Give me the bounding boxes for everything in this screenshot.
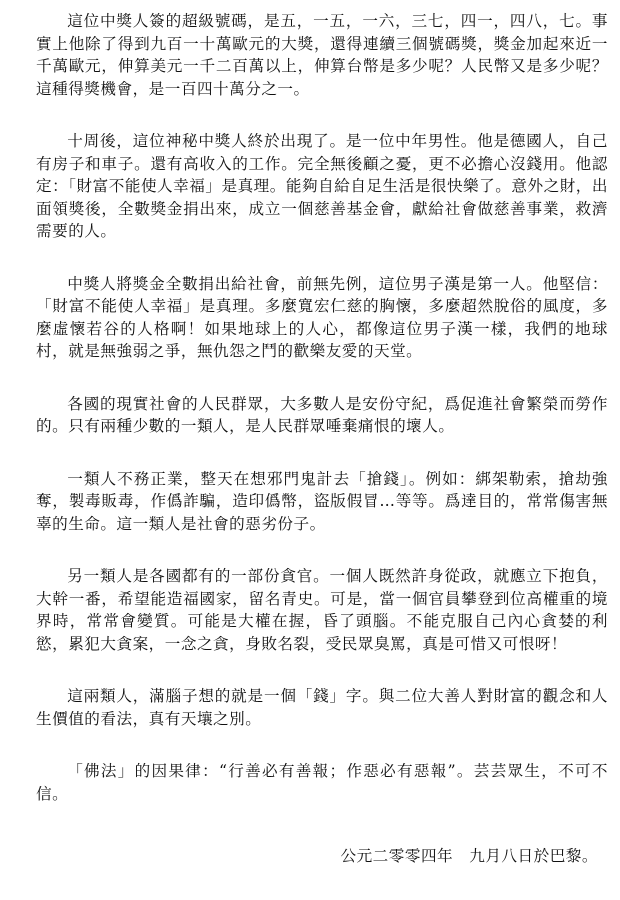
paragraph-4: 各國的現實社會的人民群眾，大多數人是安份守紀，爲促進社會繁榮而勞作的。只有兩種少數的一類人，是人民群眾唾棄痛恨的壞人。 bbox=[36, 394, 608, 435]
paragraph-1: 這位中獎人簽的超級號碼，是五，一五，一六，三七，四一，四八，七。事實上他除了得到九百一十萬歐元的大獎，還得連續三個號碼獎，獎金加起來近一千萬歐元，伸算美元一千二百萬以上，伸算台幣是多少呢？人民幣又是多少呢？這種得獎機會，是一百四十萬分之一。 bbox=[36, 12, 608, 98]
signature-date-line: 公元二零零四年 九月八日於巴黎。 bbox=[340, 847, 598, 865]
paragraph-5: 一類人不務正業，整天在想邪門鬼計去「搶錢」。例如：綁架勒索，搶劫強奪，製毒販毒，作僞詐騙，造印僞幣，盜版假冒…等等。爲達目的，常常傷害無辜的生命。這一類人是社會的惡劣份子。 bbox=[36, 469, 608, 533]
paragraph-7: 這兩類人，滿腦子想的就是一個「錢」字。與二位大善人對財富的觀念和人生價值的看法，真有天壤之別。 bbox=[36, 687, 608, 728]
paragraph-8: 「佛法」的因果律：“行善必有善報；作惡必有惡報”。芸芸眾生，不可不信。 bbox=[36, 762, 608, 803]
paragraph-3: 中獎人將獎金全數捐出給社會，前無先例，這位男子漢是第一人。他堅信：「財富不能使人幸福」是真理。多麼寬宏仁慈的胸懷，多麼超然脫俗的風度，多麼虛懷若谷的人格啊！如果地球上的人心，都像這位男子漢一樣，我們的地球村，就是無強弱之爭，無仇怨之鬥的歡樂友愛的天堂。 bbox=[36, 274, 608, 360]
document-body bbox=[36, 10, 608, 835]
paragraph-6: 另一類人是各國都有的一部份貪官。一個人既然許身從政，就應立下抱負，大幹一番，希望能造福國家，留名青史。可是，當一個官員攀登到位高權重的境界時，常常會變質。可能是大權在握，昏了頭腦。不能克服自己內心貪婪的利慾，累犯大貪案，一念之貪，身敗名裂，受民眾臭罵，真是可惜又可恨呀！ bbox=[36, 567, 608, 653]
paragraph-2: 十周後，這位神秘中獎人終於出現了。是一位中年男性。他是德國人，自己有房子和車子。還有高收入的工作。完全無後顧之憂，更不必擔心沒錢用。他認定：「財富不能使人幸福」是真理。能夠自給自足生活是很快樂了。意外之財，出面領獎後，全數獎金捐出來，成立一個慈善基金會，獻給社會做慈善事業，救濟需要的人。 bbox=[36, 132, 608, 240]
